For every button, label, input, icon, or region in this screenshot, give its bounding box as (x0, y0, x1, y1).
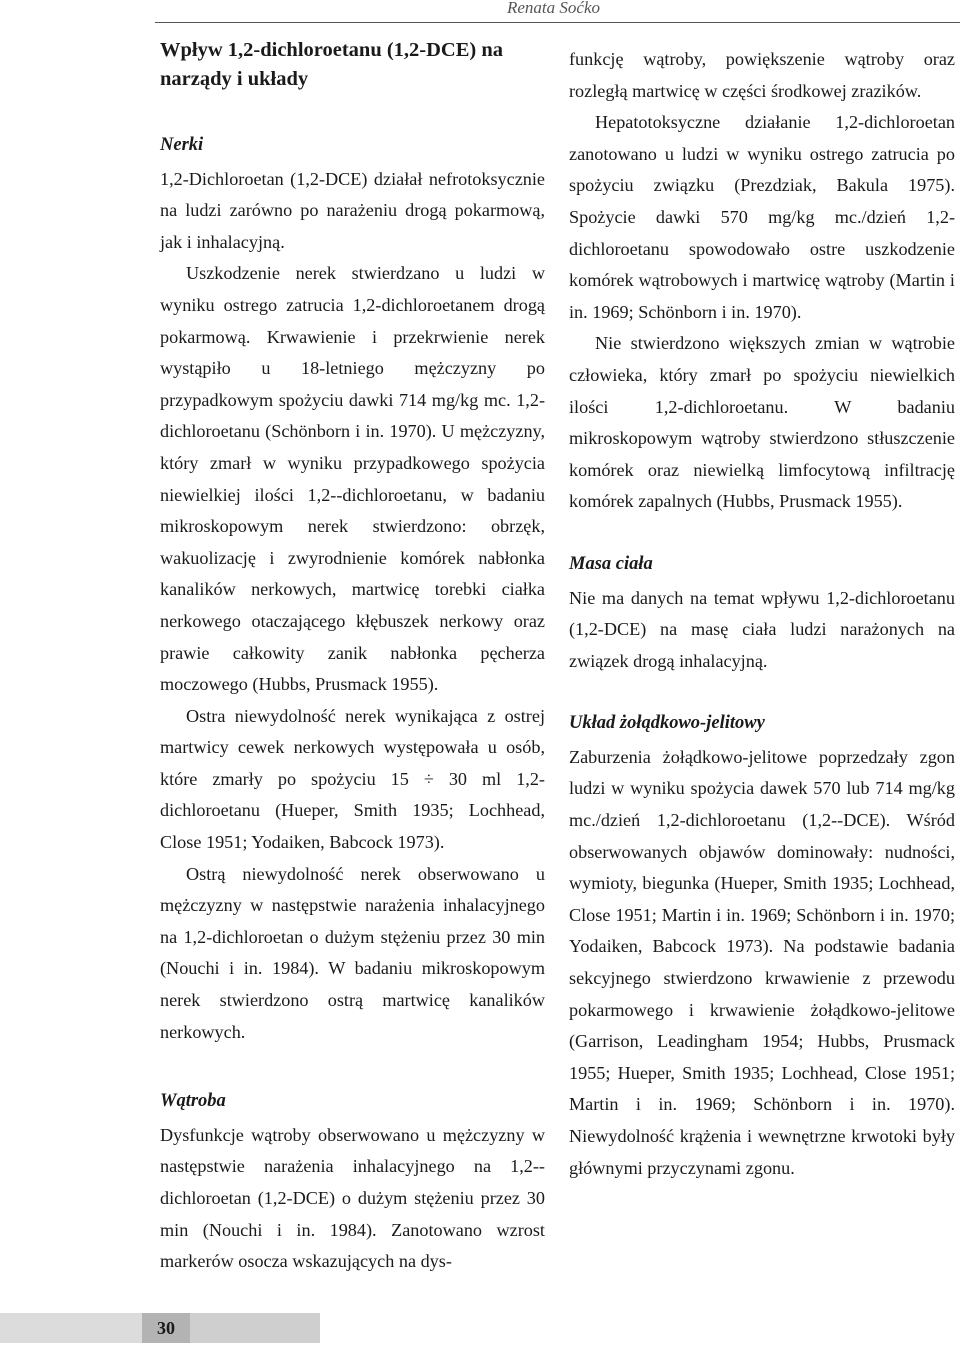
paragraph: Zaburzenia żołądkowo-jelitowe poprzedzały zgon ludzi w wyniku spożycia dawek 570 lub 714 mg/kg mc./dzień 1,2-dichloroetanu (1,2--DCE). Wśród obserwowanych objawów dominowały: nudności, wymioty, biegunka (Hueper, Smith 1935; Lochhead, Close 1951; Martin i in. 1969; Schönborn i in. 1970; Yodaiken, Babcock 1973). Na podstawie badania sekcyjnego stwierdzono krwawienie z przewodu pokarmowego i krwawienie żołądkowo-jelitowe (Garrison, Leadingham 1954; Hubbs, Prusmack 1955; Hueper, Smith 1935; Lochhead, Close 1951; Martin i in. 1969; Schönborn i in. 1970). Niewydolność krążenia i wewnętrzne krwotoki były głównymi przyczynami zgonu. (569, 746, 955, 1178)
page-number: 30 (142, 1313, 190, 1343)
section-heading-watroba: Wątroba (160, 1091, 226, 1112)
paragraph: Dysfunkcje wątroby obserwowano u mężczyzny w następstwie narażenia inhalacyjnego na 1,2--dichloroetan (1,2-DCE) o dużym stężeniu przez 30 min (Nouchi i in. 1984). Zanotowano wzrost markerów osocza wskazujących na dys- (160, 1124, 545, 1272)
header-rule (155, 22, 960, 23)
footer-band (190, 1313, 320, 1343)
section-heading-masa-ciala: Masa ciała (569, 553, 653, 574)
paragraph: Nie ma danych na temat wpływu 1,2-dichloroetanu (1,2-DCE) na masę ciała ludzi narażonych na związek drogą inhalacyjną. (569, 587, 955, 671)
paragraph: Ostrą niewydolność nerek obserwowano u mężczyzny w następstwie narażenia inhalacyjnego na 1,2-dichloroetan o dużym stężeniu przez 30 min (Nouchi i in. 1984). W badaniu mikroskopowym nerek stwierdzono ostrą martwicę kanalików nerkowych. (160, 863, 545, 1042)
footer-band (0, 1313, 142, 1343)
paragraph: Ostra niewydolność nerek wynikająca z ostrej martwicy cewek nerkowych występowała u osób, które zmarły po spożyciu 15 ÷ 30 ml 1,2-dichloroetanu (Hueper, Smith 1935; Lochhead, Close 1951; Yodaiken, Babcock 1973). (160, 705, 545, 853)
footer-bar (0, 1313, 960, 1343)
paragraph: Hepatotoksyczne działanie 1,2-dichloroetan zanotowano u ludzi w wyniku ostrego zatrucia po spożyciu związku (Prezdziak, Bakula 1975). Spożycie dawki 570 mg/kg mc./dzień 1,2-dichloroetanu spowodowało ostre uszkodzenie komórek wątrobowych i martwicę wątroby (Martin i in. 1969; Schönborn i in. 1970). (569, 112, 955, 322)
right-column (569, 44, 955, 1184)
running-head: Renata Soćko (507, 0, 600, 17)
paragraph: Uszkodzenie nerek stwierdzano u ludzi w wyniku ostrego zatrucia 1,2-dichloroetanem drogą pokarmową. Krwawienie i przekrwienie nerek wystąpiło u 18-letniego mężczyzny po przypadkowym spożyciu dawki 714 mg/kg mc. 1,2-dichloroetanu (Schönborn i in. 1970). U mężczyzny, który zmarł w wyniku przypadkowego spożycia niewielkiej ilości 1,2--dichloroetanu, w badaniu mikroskopowym nerek stwierdzono: obrzęk, wakuolizację i zwyrodnienie komórek nabłonka kanalików nerkowych, martwicę torebki ciałka nerkowego otaczającego kłębuszek nerkowy oraz prawie całkowity zanik nabłonka pęcherza moczowego (Hubbs, Prusmack 1955). (160, 263, 545, 695)
section-heading-nerki: Nerki (160, 135, 204, 155)
paragraph: funkcję wątroby, powiększenie wątroby oraz rozległą martwicę w części środkowej zrazików. (569, 49, 955, 101)
paragraph: 1,2-Dichloroetan (1,2-DCE) działał nefrotoksycznie na ludzi zarówno po narażeniu drogą pokarmową, jak i inhalacyjną. (160, 168, 545, 252)
page-title: Wpływ 1,2-dichloroetanu (1,2-DCE) na narządy i układy (160, 39, 504, 90)
paragraph: Nie stwierdzono większych zmian w wątrobie człowieka, który zmarł po spożyciu niewielkich ilości 1,2-dichloroetanu. W badaniu mikroskopowym wątroby stwierdzono stłuszczenie komórek oraz niewielką limfocytową infiltrację komórek zapalnych (Hubbs, Prusmack 1955). (569, 333, 955, 512)
section-heading-uklad-zoladkowo-jelitowy: Układ żołądkowo-jelitowy (569, 713, 765, 734)
left-column (160, 36, 545, 1278)
